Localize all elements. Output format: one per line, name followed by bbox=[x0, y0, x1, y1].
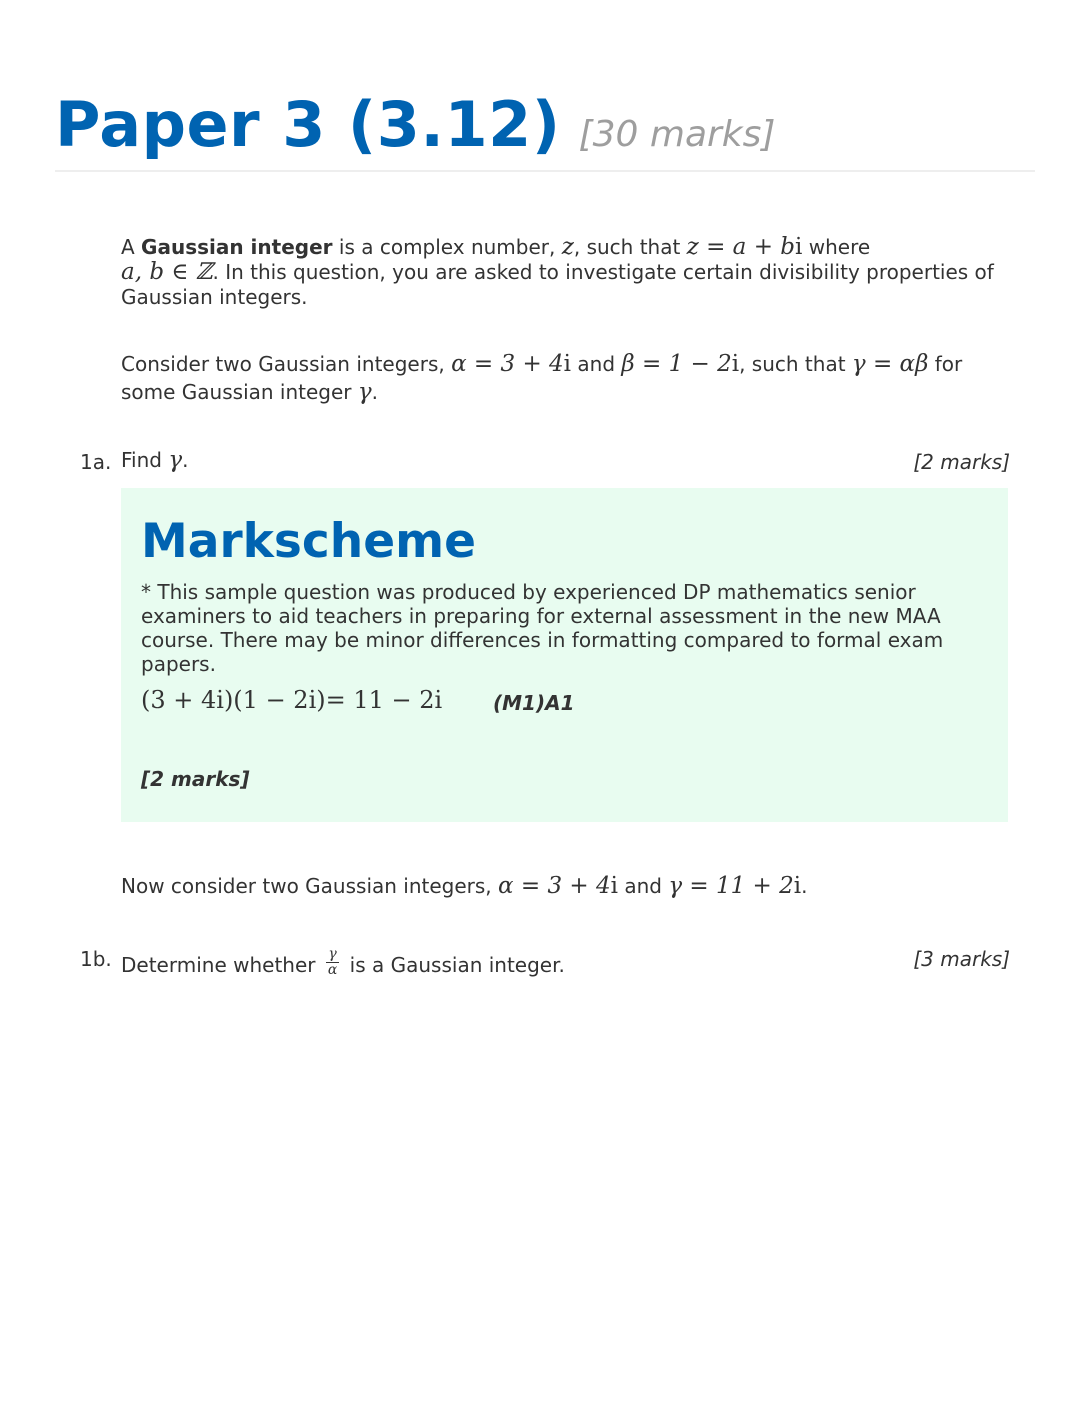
intro-text: , such that bbox=[573, 235, 687, 259]
markscheme-note: * This sample question was produced by experienced DP mathematics senior examiners to aid teachers in preparing for external assessment in the new MAA course. There may be minor differences in formatting compared to formal exam papers. bbox=[141, 580, 944, 676]
intro-text: . bbox=[371, 380, 378, 404]
math-gamma: γ bbox=[168, 447, 183, 473]
question-1b-number: 1b. bbox=[80, 947, 112, 971]
markscheme-box bbox=[121, 488, 1008, 822]
intro-text: , such that bbox=[739, 352, 852, 376]
math-i: i bbox=[610, 873, 618, 899]
question-text: is a Gaussian integer. bbox=[343, 953, 565, 977]
math-alpha: α = 3 + 4 bbox=[451, 351, 564, 377]
intro-paragraph-1 bbox=[121, 235, 1021, 310]
intro-text: and bbox=[571, 352, 622, 376]
intro-text: . bbox=[801, 874, 808, 898]
intro-text: where bbox=[802, 235, 871, 259]
math-alpha: α = 3 + 4 bbox=[498, 873, 611, 899]
question-text: . bbox=[182, 448, 189, 472]
question-1a-marks: [2 marks] bbox=[913, 450, 1010, 474]
intro-paragraph-3 bbox=[121, 874, 1021, 899]
math-gamma-def: γ = αβ bbox=[851, 351, 929, 377]
gaussian-integer-term: Gaussian integer bbox=[141, 235, 333, 259]
fraction-numerator: γ bbox=[326, 947, 339, 963]
math-domain: a, b ∈ ℤ bbox=[121, 259, 213, 285]
intro-text: . In this question, you are asked to investigate certain divisibility properties of Gaussian integers. bbox=[121, 260, 994, 309]
math-beta: β = 1 − 2 bbox=[621, 351, 732, 377]
question-text: Determine whether bbox=[121, 953, 322, 977]
intro-text: is a complex number, bbox=[332, 235, 562, 259]
math-gamma-value: γ = 11 + 2 bbox=[668, 873, 794, 899]
question-1b-text bbox=[121, 946, 1021, 982]
math-i: i bbox=[563, 351, 572, 377]
math-gamma: γ bbox=[357, 379, 372, 405]
markscheme-heading: Markscheme bbox=[141, 514, 476, 569]
header-divider bbox=[55, 170, 1035, 172]
question-text: Find bbox=[121, 448, 169, 472]
math-i: i bbox=[795, 234, 803, 260]
question-1b-marks: [3 marks] bbox=[913, 947, 1010, 971]
page-header bbox=[55, 88, 775, 161]
markscheme-award: (M1)A1 bbox=[493, 691, 575, 715]
intro-text: and bbox=[617, 874, 669, 898]
page-title: Paper 3 (3.12) bbox=[55, 88, 561, 161]
math-definition: z = a + b bbox=[686, 234, 796, 260]
question-1a-number: 1a. bbox=[80, 450, 112, 474]
math-z: z bbox=[561, 234, 574, 260]
markscheme-working: (3 + 4i)(1 − 2i)= 11 − 2i bbox=[141, 686, 443, 714]
math-i: i bbox=[793, 873, 802, 899]
intro-text: A bbox=[121, 235, 142, 259]
total-marks: [30 marks] bbox=[578, 114, 776, 155]
question-1a-text bbox=[121, 448, 1021, 473]
intro-text: Consider two Gaussian integers, bbox=[121, 352, 452, 376]
math-fraction bbox=[326, 947, 339, 978]
math-i: i bbox=[731, 351, 740, 377]
intro-text: Now consider two Gaussian integers, bbox=[121, 874, 499, 898]
fraction-denominator: α bbox=[327, 962, 338, 978]
intro-text: for some Gaussian integer bbox=[121, 352, 963, 404]
markscheme-marks: [2 marks] bbox=[141, 767, 250, 791]
intro-paragraph-2 bbox=[121, 350, 1021, 406]
